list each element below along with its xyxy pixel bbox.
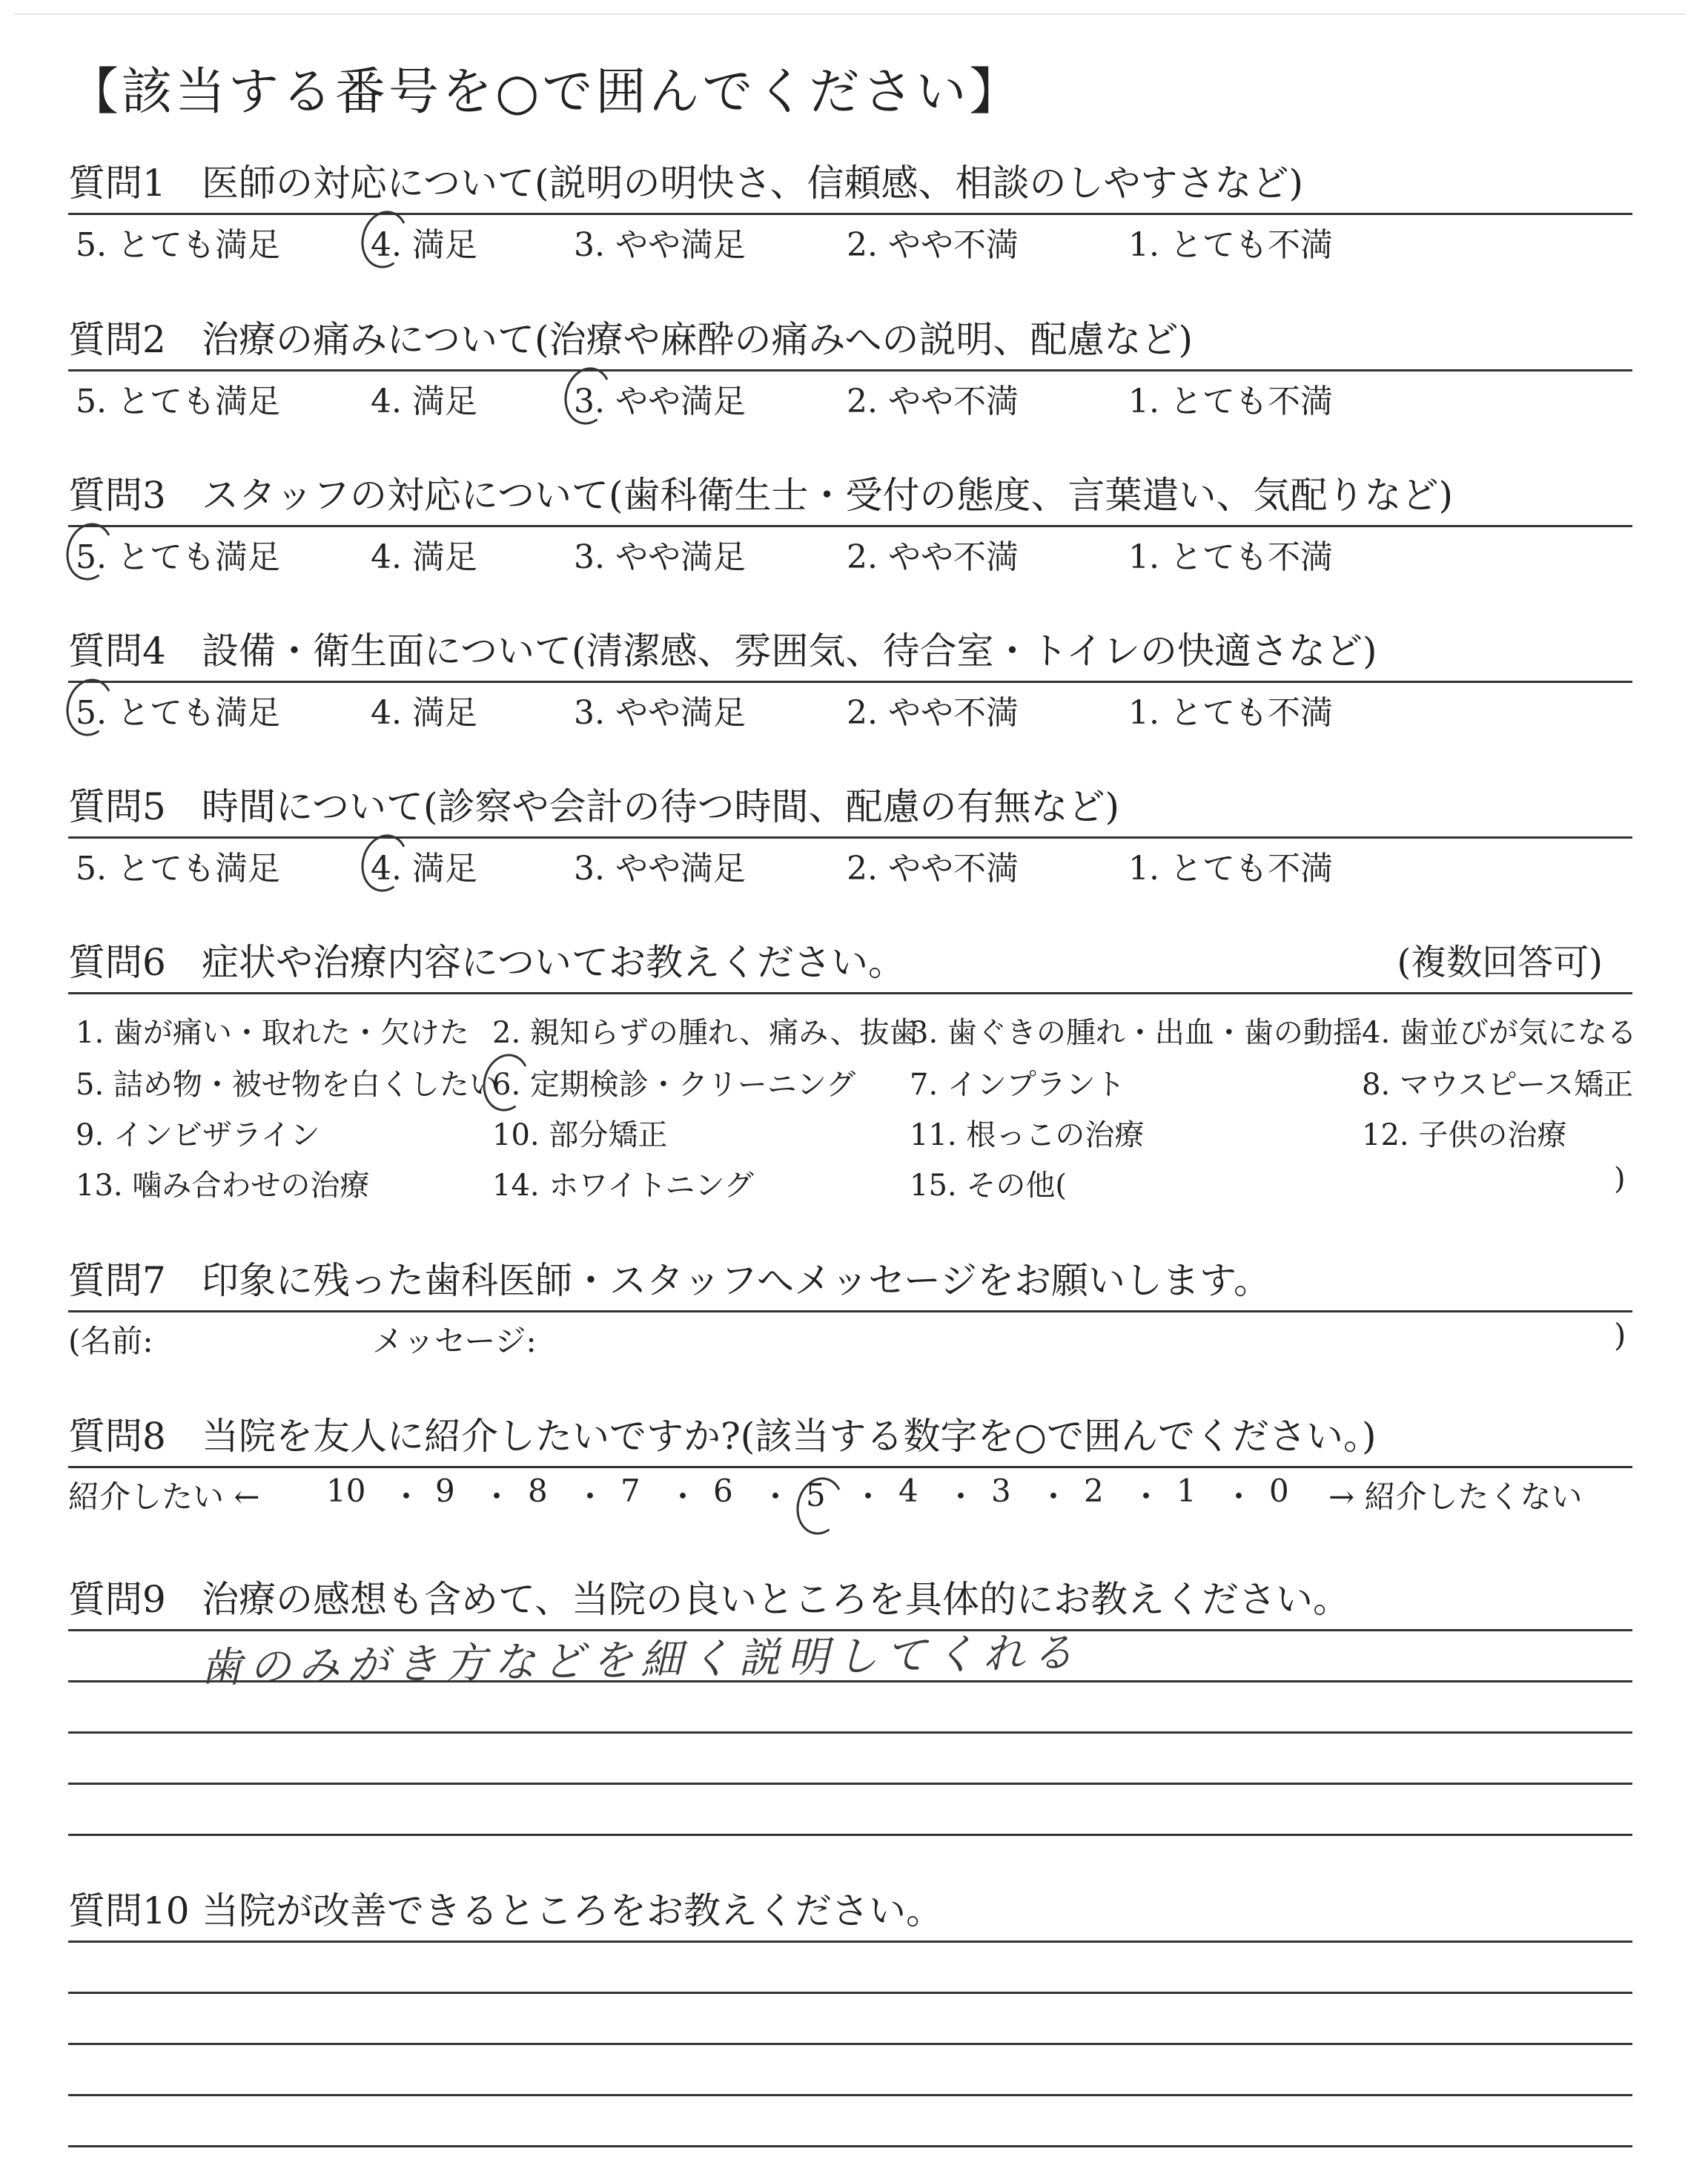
scale-sep: ・: [1223, 1479, 1255, 1515]
question-number: 質問1: [68, 162, 166, 205]
choice-4[interactable]: 4. 満足: [371, 842, 477, 889]
choice-1[interactable]: 1. とても不満: [1128, 538, 1333, 576]
option-9[interactable]: 9. インビザライン: [76, 1118, 320, 1152]
rating-choices: [68, 527, 1632, 576]
scale-8[interactable]: 8: [528, 1473, 548, 1509]
question-text: 治療の感想も含めて、当院の良いところを具体的にお教えください。: [202, 1578, 1350, 1621]
scale-sep: ・: [945, 1479, 977, 1515]
choice-1[interactable]: 1. とても不満: [1128, 694, 1333, 732]
question-9-title: [68, 1576, 1632, 1623]
choice-4[interactable]: 4. 満足: [371, 538, 477, 576]
question-number: 質問3: [68, 474, 166, 517]
scale-9[interactable]: 9: [435, 1473, 455, 1509]
choice-3[interactable]: 3. やや満足: [574, 374, 746, 422]
question-number: 質問7: [68, 1259, 166, 1302]
question-10: [68, 1887, 1632, 2147]
scale-sep: ・: [667, 1479, 699, 1515]
question-1-title: [68, 159, 1632, 207]
question-4: [68, 627, 1632, 732]
scale-7[interactable]: 7: [620, 1473, 640, 1509]
rating-choices: [68, 371, 1632, 420]
option-15-close: ): [1614, 1162, 1626, 1196]
option-15[interactable]: 15. その他(: [910, 1169, 1067, 1203]
question-text: 治療の痛みについて(治療や麻酔の痛みへの説明、配慮など): [202, 318, 1194, 361]
scale-sep: ・: [575, 1479, 606, 1515]
scale-3[interactable]: 3: [991, 1473, 1011, 1509]
option-13[interactable]: 13. 噛み合わせの治療: [76, 1169, 370, 1203]
option-5[interactable]: 5. 詰め物・被せ物を白くしたい: [76, 1068, 499, 1102]
choice-1[interactable]: 1. とても不満: [1128, 850, 1333, 888]
question-7: [68, 1257, 1632, 1357]
question-number: 質問2: [68, 318, 166, 361]
choice-1[interactable]: 1. とても不満: [1128, 226, 1333, 264]
question-2-title: [68, 316, 1632, 363]
option-3[interactable]: 3. 歯ぐきの腫れ・出血・歯の動揺: [910, 1016, 1363, 1050]
question-number: 質問9: [68, 1578, 166, 1621]
question-number: 質問10: [68, 1889, 190, 1932]
option-10[interactable]: 10. 部分矯正: [492, 1118, 668, 1152]
option-6[interactable]: 6. 定期検診・クリーニング: [492, 1061, 855, 1103]
message-row: [68, 1312, 1632, 1357]
rating-choices: [68, 683, 1632, 732]
choice-2[interactable]: 2. やや不満: [847, 694, 1019, 732]
scale-sep: ・: [1131, 1479, 1162, 1515]
question-text: 症状や治療内容についてお教えください。: [202, 941, 905, 984]
answer-lines[interactable]: [68, 1941, 1632, 2147]
circle-mark: [477, 1049, 535, 1117]
rating-choices: [68, 215, 1632, 264]
option-4[interactable]: 4. 歯並びが気になる: [1362, 1016, 1637, 1050]
scale-sep: ・: [1038, 1479, 1070, 1515]
question-text: 印象に残った歯科医師・スタッフへメッセージをお願いします。: [202, 1259, 1271, 1302]
choice-2[interactable]: 2. やや不満: [847, 383, 1019, 420]
instruction-heading: 【該当する番号を○で囲んでください】: [68, 63, 1023, 122]
recommend-scale: 紹介したい ← 10 ・ 9 ・ 8 ・ 7 ・ 6 ・ 5 ・ 4 ・ 3 ・ 2 ・ 1 ・ 0 → 紹介したくない: [68, 1468, 1632, 1520]
option-2[interactable]: 2. 親知らずの腫れ、痛み、抜歯: [492, 1016, 919, 1050]
multiple-answer-note: (複数回答可): [1397, 942, 1603, 983]
question-number: 質問4: [68, 630, 166, 673]
choice-5[interactable]: 5. とても満足: [76, 530, 280, 578]
message-close: ): [1614, 1317, 1626, 1353]
question-text: スタッフの対応について(歯科衛生士・受付の態度、言葉遣い、気配りなど): [202, 474, 1454, 517]
scale-left-label: 紹介したい ←: [68, 1479, 260, 1515]
question-number: 質問8: [68, 1415, 166, 1458]
choice-1[interactable]: 1. とても不満: [1128, 383, 1333, 420]
handwritten-answer: 歯のみがき方などを細く説明してくれる: [199, 1628, 1082, 1693]
question-number: 質問6: [68, 941, 166, 984]
scale-4[interactable]: 4: [898, 1473, 918, 1509]
question-7-title: [68, 1257, 1632, 1304]
question-1: [68, 159, 1632, 264]
choice-5[interactable]: 5. とても満足: [76, 686, 280, 733]
option-8[interactable]: 8. マウスピース矯正: [1362, 1068, 1634, 1102]
scale-sep: ・: [760, 1479, 792, 1515]
choice-5[interactable]: 5. とても満足: [76, 383, 280, 420]
treatment-options: [68, 994, 1637, 1209]
top-border: [15, 13, 1686, 15]
question-4-title: [68, 627, 1632, 675]
question-number: 質問5: [68, 785, 166, 828]
choice-2[interactable]: 2. やや不満: [847, 538, 1019, 576]
question-5-title: [68, 783, 1632, 830]
option-11[interactable]: 11. 根っこの治療: [910, 1118, 1145, 1152]
scale-sep: ・: [853, 1479, 884, 1515]
scale-2[interactable]: 2: [1084, 1473, 1104, 1509]
option-1[interactable]: 1. 歯が痛い・取れた・欠けた: [76, 1016, 469, 1050]
question-text: 設備・衛生面について(清潔感、雰囲気、待合室・トイレの快適さなど): [202, 630, 1377, 673]
question-text: 当院を友人に紹介したいですか?(該当する数字を○で囲んでください。): [202, 1415, 1377, 1458]
choice-3[interactable]: 3. やや満足: [574, 850, 746, 888]
choice-2[interactable]: 2. やや不満: [847, 850, 1019, 888]
question-6-title: [68, 939, 1632, 986]
question-3: [68, 472, 1632, 576]
question-9: [68, 1576, 1632, 1836]
question-text: 医師の対応について(説明の明快さ、信頼感、相談のしやすさなど): [202, 162, 1304, 205]
scale-sep: ・: [391, 1479, 423, 1515]
message-label: メッセージ:: [372, 1323, 537, 1359]
choice-4[interactable]: 4. 満足: [371, 383, 477, 420]
question-5: [68, 783, 1632, 888]
question-8-title: [68, 1413, 1632, 1460]
scale-right-label: → 紹介したくない: [1328, 1479, 1583, 1515]
choice-3[interactable]: 3. やや満足: [574, 694, 746, 732]
question-text: 当院が改善できるところをお教えください。: [202, 1889, 943, 1932]
rating-choices: [68, 839, 1632, 888]
option-12[interactable]: 12. 子供の治療: [1362, 1118, 1567, 1152]
choice-4[interactable]: 4. 満足: [371, 694, 477, 732]
question-3-title: [68, 472, 1632, 519]
choice-5[interactable]: 5. とても満足: [76, 226, 280, 264]
question-10-title: [68, 1887, 1632, 1935]
question-8: [68, 1413, 1632, 1520]
scale-6[interactable]: 6: [713, 1473, 733, 1509]
choice-5[interactable]: 5. とても満足: [76, 850, 280, 888]
option-14[interactable]: 14. ホワイトニング: [492, 1169, 754, 1203]
question-text: 時間について(診察や会計の待つ時間、配慮の有無など): [202, 785, 1120, 828]
option-7[interactable]: 7. インプラント: [910, 1068, 1125, 1102]
choice-4[interactable]: 4. 満足: [371, 218, 477, 265]
scale-sep: ・: [481, 1479, 513, 1515]
question-2: [68, 316, 1632, 420]
scale-1[interactable]: 1: [1176, 1473, 1196, 1509]
scale-0[interactable]: 0: [1269, 1473, 1289, 1509]
question-6: [68, 939, 1637, 1209]
choice-2[interactable]: 2. やや不満: [847, 226, 1019, 264]
name-label: (名前:: [68, 1323, 153, 1359]
choice-3[interactable]: 3. やや満足: [574, 538, 746, 576]
scale-10[interactable]: 10: [326, 1473, 366, 1509]
choice-3[interactable]: 3. やや満足: [574, 226, 746, 264]
